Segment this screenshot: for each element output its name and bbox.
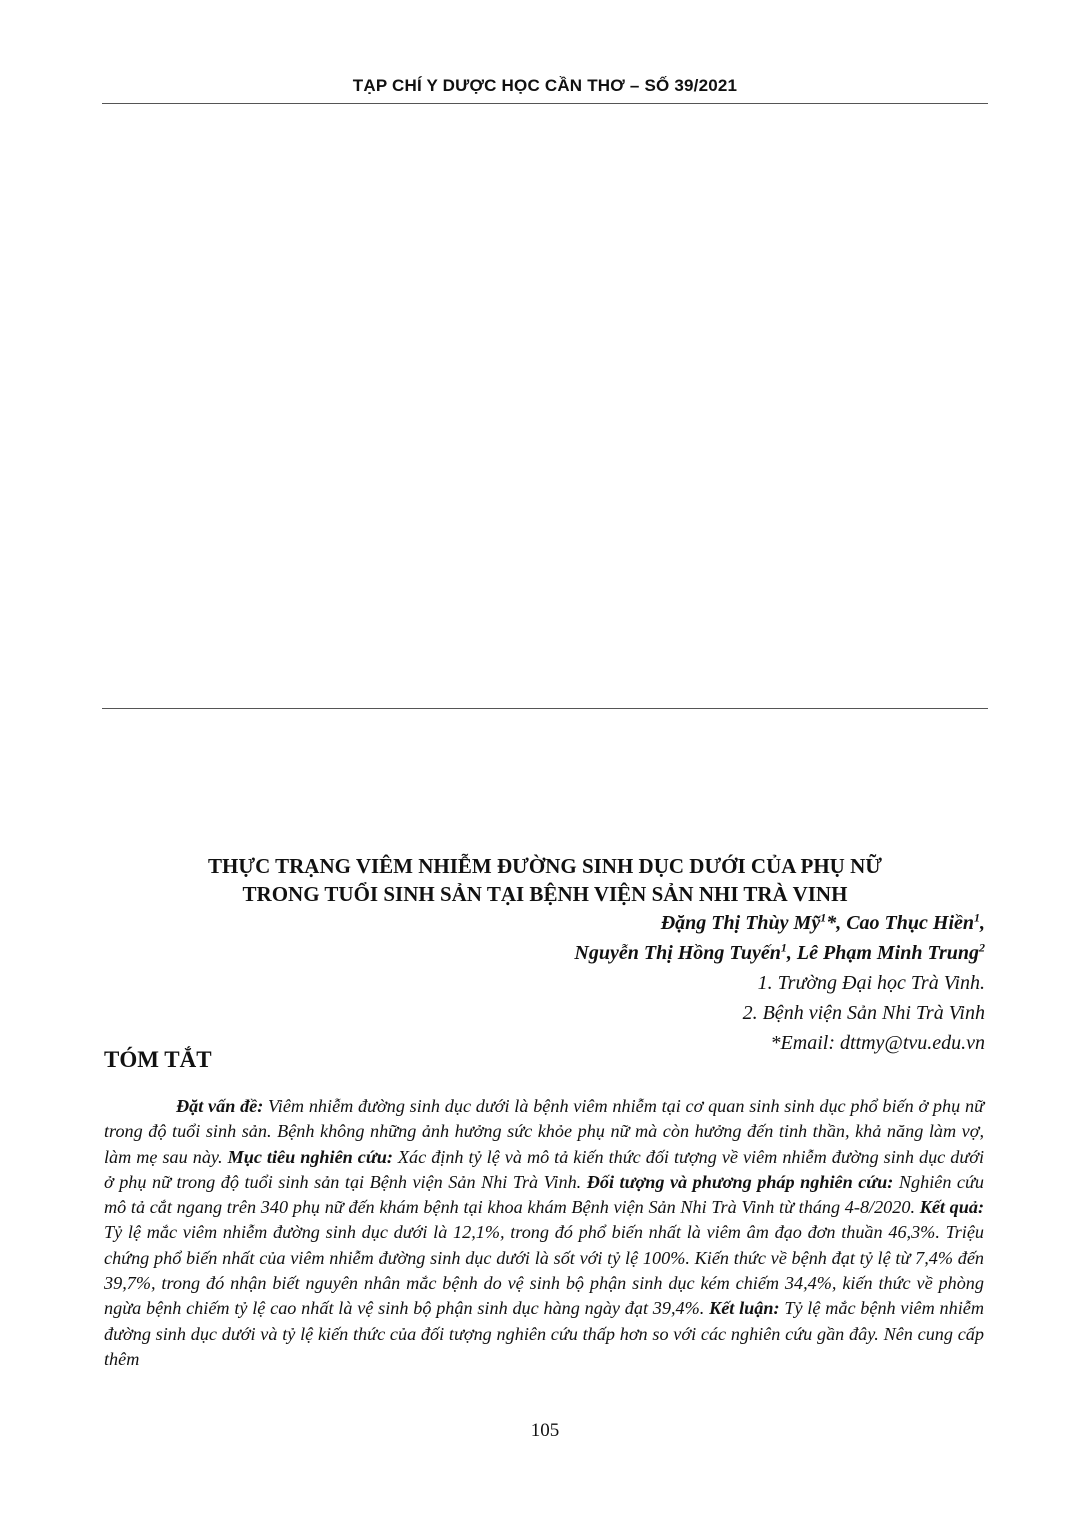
page-number: 105: [530, 1420, 560, 1441]
abstract-objective-label: Mục tiêu nghiên cứu:: [227, 1146, 393, 1167]
abstract-conclusion-label: Kết luận:: [709, 1298, 780, 1319]
author-separator: *,: [826, 912, 847, 934]
abstract-background-label: Đặt vấn đề:: [176, 1096, 264, 1116]
abstract-methods-text: Nghiên cứu mô tả cắt ngang trên 340 phụ nữ đến khám bệnh tại khoa khám Bệnh viện Sản Nhi Trà Vinh từ tháng 4-8/2020.: [104, 1171, 985, 1218]
contact-email: *Email: dttmy@tvu.edu.vn: [770, 1032, 985, 1054]
author-name: Lê Phạm Minh Trung: [796, 942, 979, 964]
author-line-1: [574, 908, 985, 938]
abstract-results-label: Kết quả:: [919, 1197, 985, 1218]
article-title: [102, 852, 988, 908]
abstract-conclusion-text: Tỷ lệ mắc bệnh viêm nhiễm đường sinh dục dưới và tỷ lệ kiến thức của đối tượng nghiên cứu thấp hơn so với các nghiên cứu gần đây. Nên cung cấp thêm: [104, 1298, 984, 1369]
journal-header: TẠP CHÍ Y DƯỢC HỌC CẦN THƠ – SỐ 39/2021: [352, 76, 738, 95]
abstract-methods-label: Đối tượng và phương pháp nghiên cứu:: [586, 1171, 894, 1192]
author-affiliation-mark: 2: [979, 940, 985, 955]
author-name: Nguyễn Thị Hồng Tuyến: [574, 942, 781, 964]
article-title-line-2: TRONG TUỔI SINH SẢN TẠI BỆNH VIỆN SẢN NHI TRÀ VINH: [242, 882, 848, 906]
abstract-objective-text: Xác định tỷ lệ và mô tả kiến thức đối tượng về viêm nhiễm đường sinh dục dưới ở phụ nữ trong độ tuổi sinh sản tại Bệnh viện Sản Nhi Trà Vinh.: [104, 1146, 985, 1192]
section-rule: [102, 708, 988, 709]
author-affiliation-mark: 1: [820, 910, 827, 925]
author-line-2: [574, 938, 985, 968]
author-name: Cao Thục Hiền: [846, 912, 974, 934]
author-affiliation-mark: 1: [780, 940, 787, 955]
article-title-line-1: THỰC TRẠNG VIÊM NHIỄM ĐƯỜNG SINH DỤC DƯỚI CỦA PHỤ NỮ: [208, 854, 882, 878]
abstract-heading: TÓM TẮT: [104, 1047, 212, 1072]
affiliation-2: 2. Bệnh viện Sản Nhi Trà Vinh: [742, 1002, 985, 1024]
header-rule: [102, 103, 988, 104]
author-separator: ,: [786, 942, 797, 964]
author-separator: ,: [980, 912, 985, 934]
abstract-background-text: Viêm nhiễm đường sinh dục dưới là bệnh viêm nhiễm tại cơ quan sinh sinh dục phổ biến ở phụ nữ trong độ tuổi sinh sản. Bệnh không những ảnh hưởng sức khỏe phụ nữ mà còn hưởng đến tinh thần, khả năng làm vợ, làm mẹ sau này.: [104, 1096, 984, 1167]
affiliation-1: 1. Trường Đại học Trà Vinh.: [757, 972, 985, 994]
abstract-paragraph: [104, 1094, 984, 1372]
author-affiliation-mark: 1: [974, 910, 980, 925]
author-name: Đặng Thị Thùy Mỹ: [660, 912, 821, 934]
abstract-results-text: Tỷ lệ mắc viêm nhiễm đường sinh dục dưới là 12,1%, trong đó phổ biến nhất là viêm âm đạo đơn thuần 46,3%. Triệu chứng phổ biến nhất của viêm nhiễm đường sinh dục dưới là sốt với tỷ lệ 100%. Kiến thức về bệnh đạt tỷ lệ từ 7,4% đến 39,7%, trong đó nhận biết nguyên nhân mắc bệnh do vệ sinh bộ phận sinh dục kém chiếm 34,4%, kiến thức về phòng ngừa bệnh chiếm tỷ lệ cao nhất là vệ sinh bộ phận sinh dục hàng ngày đạt 39,4%.: [104, 1222, 984, 1319]
author-block: [574, 908, 985, 1058]
